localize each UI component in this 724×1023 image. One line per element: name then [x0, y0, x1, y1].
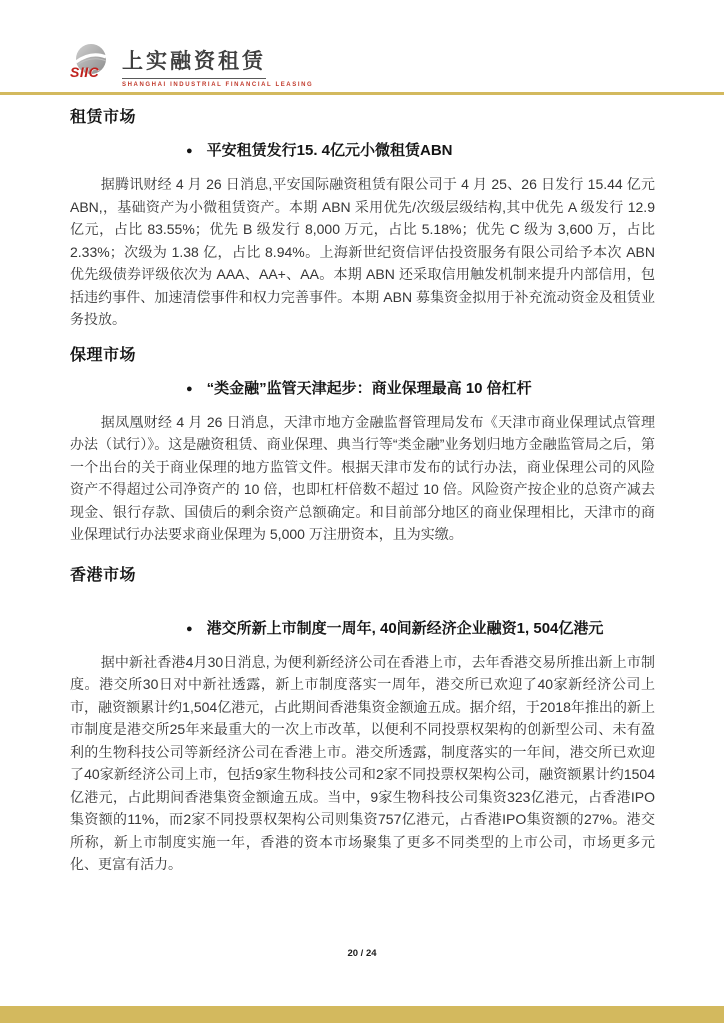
logo-name-block — [122, 42, 313, 88]
section-heading-factoring: 保理市场 — [70, 346, 137, 364]
section-heading-hongkong: 香港市场 — [70, 566, 137, 584]
article-body-factoring: 据凤凰财经 4 月 26 日消息，天津市地方金融监督管理局发布《天津市商业保理试点管理办法（试行）》。这是融资租赁、商业保理、典当行等“类金融”业务划归地方金融监管局之后，第一个出台的关于商业保理的地方监管文件。根据天津市发布的试行办法，商业保理公司的风险资产不得超过公司净资产的 10 倍，也即杠杆倍数不超过 10 倍。风险资产按企业的总资产减去现金、银行存款、国债后的剩余资产总额确定。和目前部分地区的商业保理相比，天津市的商业保理试行办法要求商业保理为 5,000 万注册资本，且为实缴。 — [70, 413, 655, 542]
header-gold-divider — [0, 92, 724, 95]
logo-name-cn: 上实融资租赁 — [122, 45, 266, 79]
page-number: 20 / 24 — [347, 948, 377, 959]
headline-text: 港交所新上市制度一周年, 40间新经济企业融资1, 504亿港元 — [206, 619, 604, 637]
page-header — [0, 0, 724, 88]
article-headline-leasing — [186, 139, 655, 160]
siic-globe-icon — [70, 42, 116, 86]
company-logo — [70, 42, 724, 88]
bullet-icon: ● — [186, 145, 193, 157]
article-headline-hongkong — [186, 617, 655, 638]
section-heading-leasing: 租赁市场 — [70, 109, 137, 126]
article-body-hongkong: 据中新社香港4月30日消息, 为便利新经济公司在香港上市，去年香港交易所推出新上市制度。港交所30日对中新社透露，新上市制度落实一周年，港交所已欢迎了40家新经济公司上市，融资额累计约1,504亿港元，占此期间香港集资金额逾五成。据介绍，于2018年推出的新上市制度是港交所25年来最重大的一次上市改革，以便利不同投票权架构的创新型公司、未有盈利的生物科技公司等新经济公司在香港上市。港交所透露，制度落实的一年间，港交所已欢迎了40家新经济公司上市，包括9家生物科技公司和2家不同投票权架构公司，融资额累计约1504亿港元，占此期间香港集资金额逾五成。当中，9家生物科技公司集资323亿港元，占香港IPO集资额的11%，而2家不同投票权架构公司则集资757亿港元，占香港IPO集资额的27%。港交所称，新上市制度实施一年，香港的资本市场聚集了更多不同类型的上市公司，市场更多元化、更富有活力。 — [70, 653, 655, 872]
article-body-leasing: 据腾讯财经 4 月 26 日消息,平安国际融资租赁有限公司于 4 月 25、26 日发行 15.44 亿元 ABN,，基础资产为小微租赁资产。本期 ABN 采用优先/次级层级结构,其中优先 A 级发行 12.9 亿元，占比 83.55%；优先 B 级发行 8,000 万元，占比 5.18%；优先 C 级为 3,600 万，占比 2.33%；次级为 1.38 亿，占比 8.94%。上海新世纪资信评估投资服务有限公司给予本次 ABN 优先级债券评级依次为 AAA、AA+、AA。本期 ABN 还采取信用触发机制来提升内部信用，包括违约事件、加速清偿事件和权力完善事件。本期 ABN 募集资金拟用于补充流动资金及租赁业务投放。 — [70, 176, 655, 327]
logo-siic-text: SIIC — [70, 64, 100, 80]
bullet-icon: ● — [186, 382, 193, 395]
footer-gold-bar — [0, 1006, 724, 1023]
headline-text: “类金融”监管天津起步：商业保理最高 10 倍杠杆 — [206, 379, 532, 397]
logo-name-en: SHANGHAI INDUSTRIAL FINANCIAL LEASING — [122, 82, 314, 88]
headline-text: 平安租赁发行15. 4亿元小微租赁ABN — [206, 142, 453, 159]
bullet-icon: ● — [186, 622, 193, 635]
article-headline-factoring — [186, 377, 655, 398]
page-content — [0, 104, 724, 876]
